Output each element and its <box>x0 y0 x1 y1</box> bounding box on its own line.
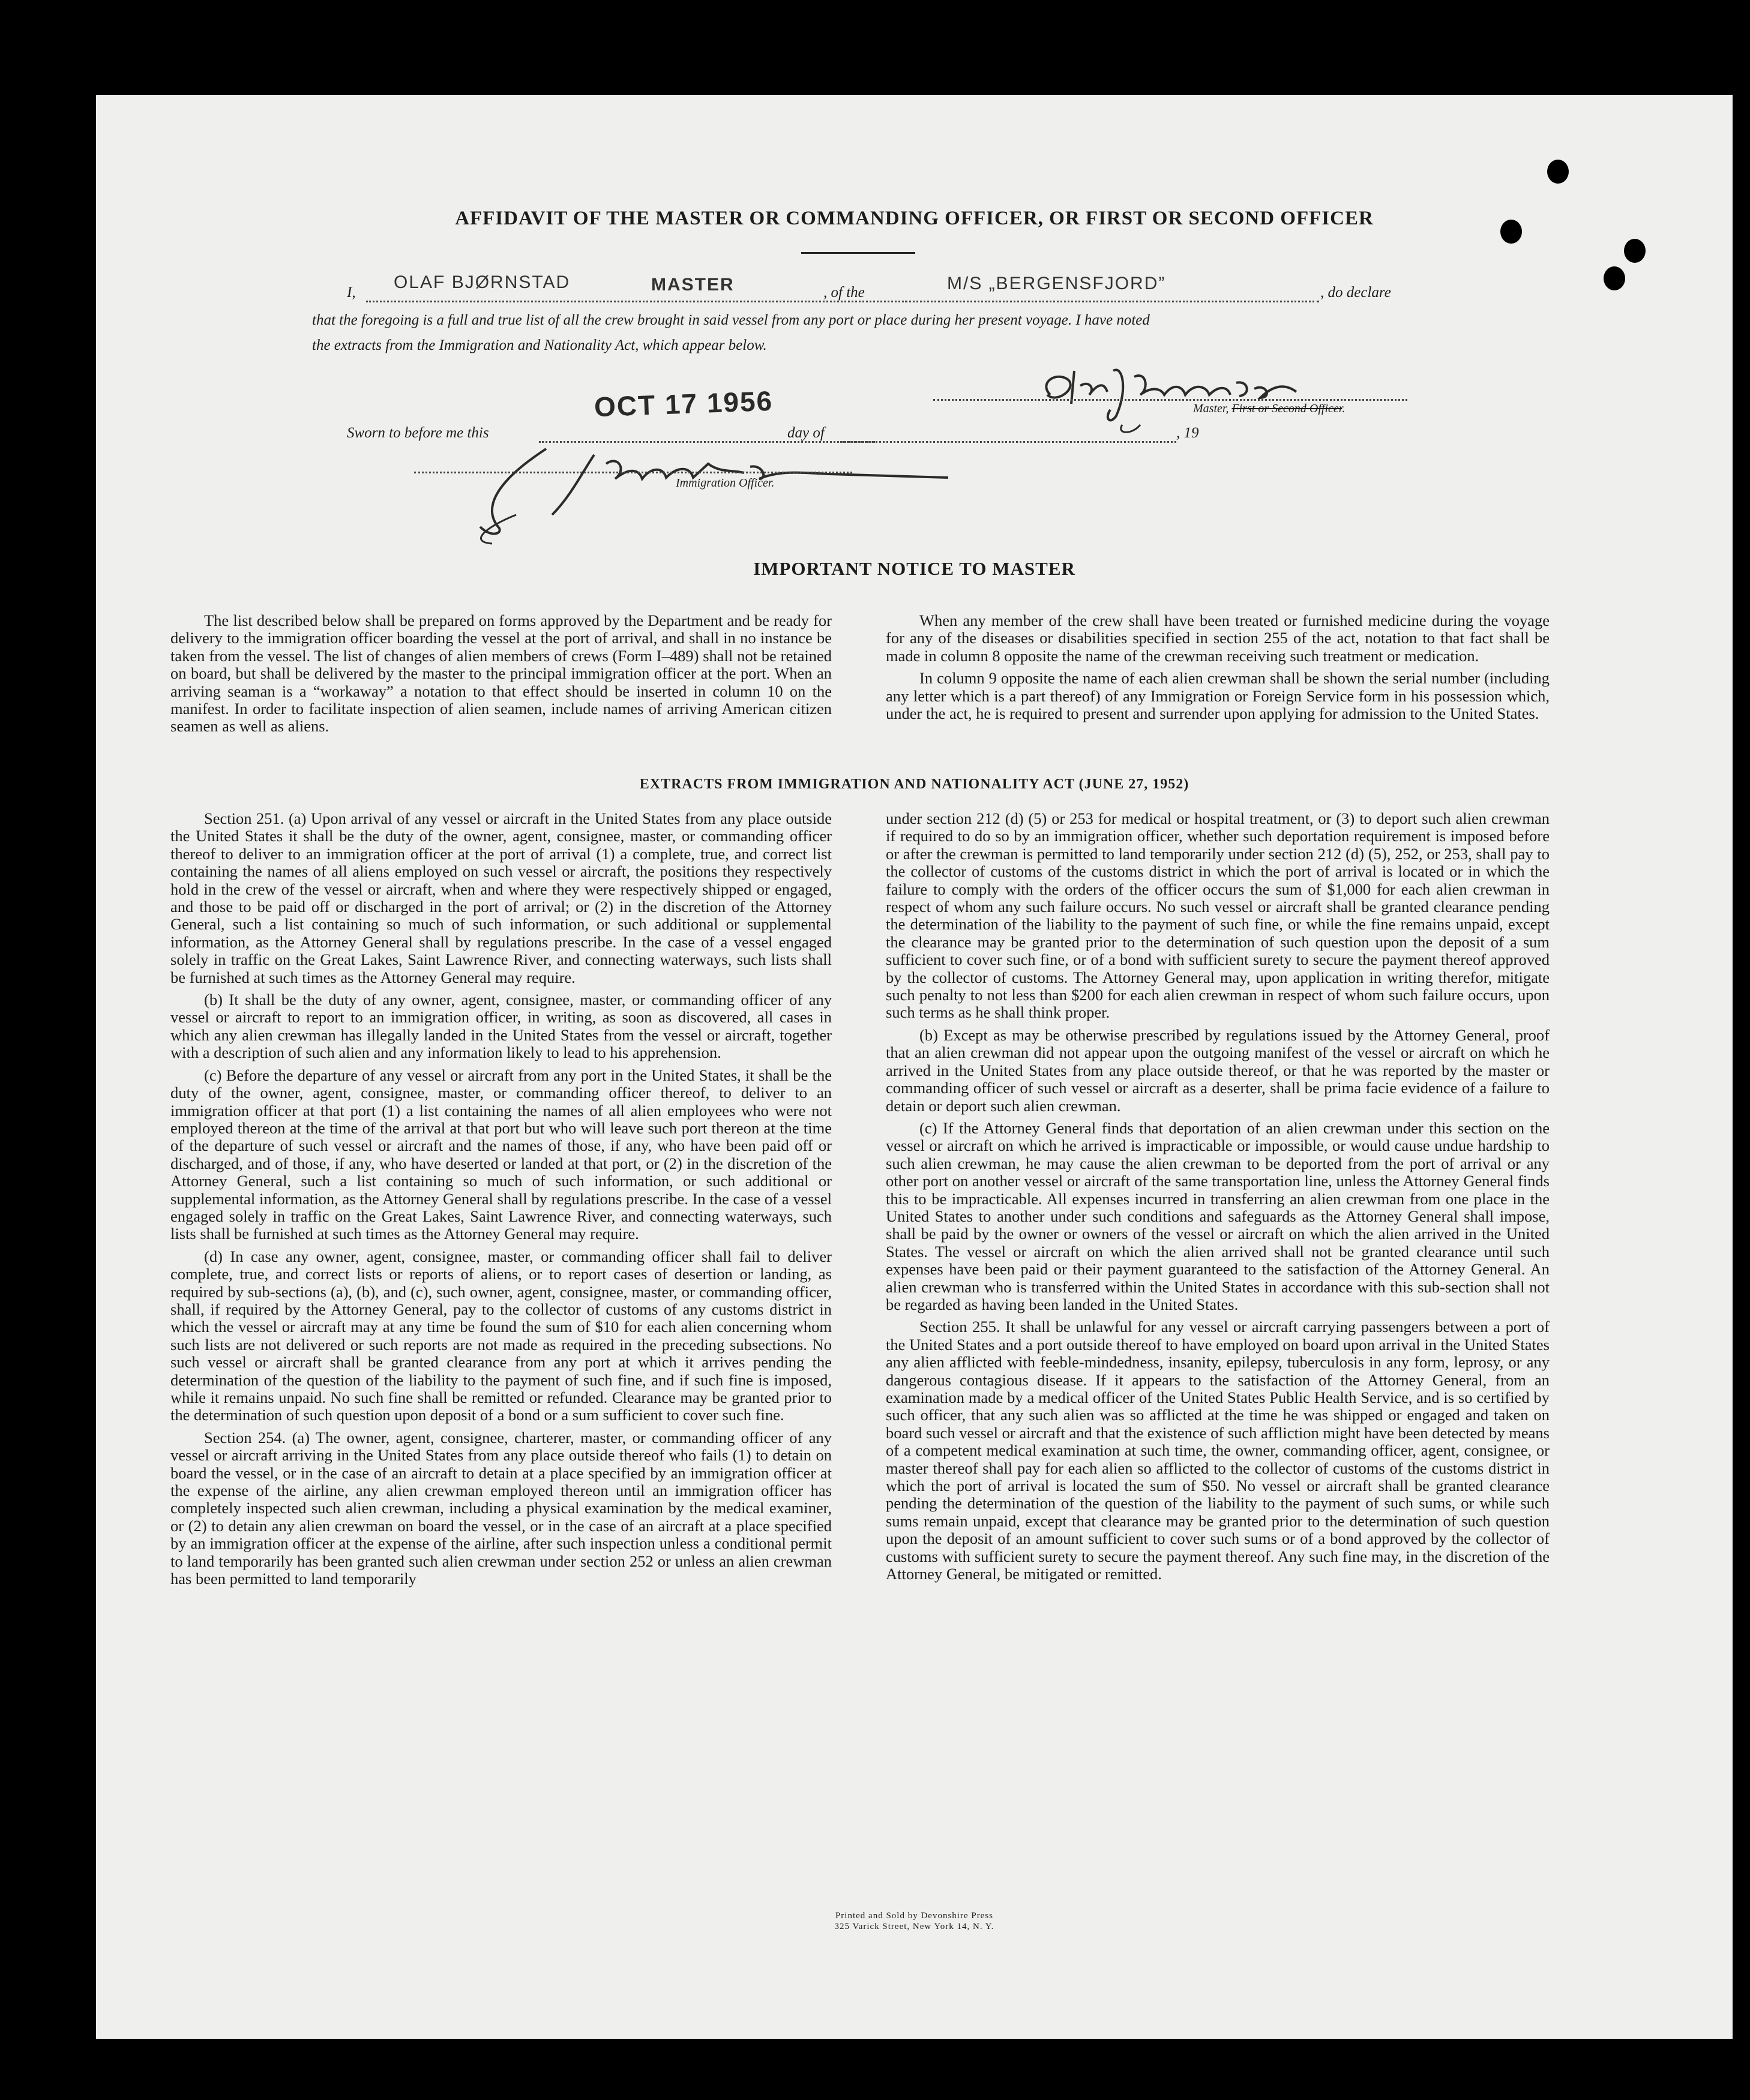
imprint-line-1: Printed and Sold by Devonshire Press <box>835 1911 994 1921</box>
officer-rank: MASTER <box>651 275 735 295</box>
master-caption <box>1193 402 1345 416</box>
punch-hole <box>1624 239 1646 263</box>
extract-paragraph: (b) Except as may be otherwise prescribed by regulations issued by the Attorney General, proof that an alien crewman did not appear upon the outgoing manifest of the vessel or aircraft on which he arrived in the United States from any place outside thereof, or that he was reported by the master or commanding officer of such vessel or aircraft as a deserter, shall be prima facie evidence of a failure to detain or deport such alien crewman. <box>886 1025 1550 1115</box>
extracts-title: EXTRACTS FROM IMMIGRATION AND NATIONALITY ACT (JUNE 27, 1952) <box>639 776 1189 792</box>
immigration-officer-caption: Immigration Officer. <box>676 476 775 490</box>
date-stamp: OCT 17 1956 <box>594 385 774 423</box>
title-underline <box>801 252 915 254</box>
declaration-line-3: the extracts from the Immigration and Nationality Act, which appear below. <box>312 337 767 353</box>
punch-hole <box>1547 160 1569 184</box>
imprint-line-2: 325 Varick Street, New York 14, N. Y. <box>834 1922 994 1931</box>
notice-title: IMPORTANT NOTICE TO MASTER <box>753 558 1075 579</box>
master-signature <box>1032 359 1368 437</box>
vessel-field-line <box>905 301 1319 302</box>
do-declare-label: , do declare <box>1320 284 1391 301</box>
of-the-label: , of the <box>823 284 865 301</box>
declaration-prefix: I, <box>347 284 356 301</box>
year-prefix: , 19 <box>1176 425 1199 441</box>
extract-paragraph: (d) In case any owner, agent, consignee, master, or commanding officer shall fail to deliver complete, true, and correct lists or reports of aliens, or to report cases of desertion or landing, as required by sub-sections (a), (b), and (c), such owner, agent, consignee, master, or commanding officer, shall, if required by the Attorney General, pay to the collector of customs of any customs district in which the vessel or aircraft may at any time be found the sum of $10 for each alien concerning whom such lists are not delivered or such reports are not made as required in the preceding subsections. No such vessel or aircraft shall be granted clearance from any port at which it arrives pending the determination of the question of the liability to the payment of such fine, and if such fine is imposed, while it remains unpaid. No such fine shall be remitted or refunded. Clearance may be granted prior to the determination of such question upon deposit of a bond or a sum sufficient to cover such fine. <box>170 1247 832 1424</box>
master-signature-line <box>933 399 1407 401</box>
sworn-label: Sworn to before me this <box>347 425 489 441</box>
extract-paragraph: Section 254. (a) The owner, agent, consignee, charterer, master, or commanding officer of any vessel or aircraft arriving in the United States from any place outside thereof who fails (1) to detain on board the vessel, or in the case of an aircraft to detain at a place specified by an immigration officer at the expense of the airline, any alien crewman employed thereon until an immigration officer has completely inspected such alien crewman, including a physical examination by the medical examiner, or (2) to detain any alien crewman on board the vessel, or in the case of an aircraft at a place specified by an immigration officer at the expense of the airline, after such inspection unless a conditional permit to land temporarily has been granted such alien crewman under section 252 or unless an alien crewman has been permitted to land temporarily <box>170 1428 832 1588</box>
extracts-left-column <box>170 810 832 1588</box>
printer-imprint <box>96 1910 1733 1932</box>
vessel-name: M/S „BERGENSFJORD” <box>947 274 1166 293</box>
notice-right-column <box>886 612 1550 722</box>
declaration-line-2: that the foregoing is a full and true list of all the crew brought in said vessel from any port or place during her present voyage. I have noted <box>312 312 1150 328</box>
extracts-right-column <box>886 810 1550 1583</box>
extract-paragraph: (c) If the Attorney General finds that deportation of an alien crewman under this section on the vessel or aircraft on which he arrived is impracticable or impossible, or would cause undue hardship to such alien crewman, he may cause the alien crewman to be deported from the port of arrival or any other port on another vessel or aircraft of the same transportation line, unless the Attorney General finds this to be impracticable. All expenses incurred in transferring an alien crewman from one place in the United States to another under such conditions and safeguards as the Attorney General shall impose, shall be paid by the owner or owners of the vessel or aircraft on which the alien arrived in the United States. The vessel or aircraft on which the alien arrived shall not be granted clearance until such expenses have been paid or their payment guaranteed to the satisfaction of the Attorney General. An alien crewman who is transferred within the United States in accordance with this sub-section shall not be regarded as having been landed in the United States. <box>886 1118 1550 1313</box>
notice-left-paragraph: The list described below shall be prepared on forms approved by the Department and be ready for delivery to the immigration officer boarding the vessel at the port of arrival, and shall in no instance be taken from the vessel. The list of changes of alien members of crews (Form I–489) shall not be retained on board, but shall be delivered by the master to the principal immigration officer at the port. When an arriving seaman is a “workaway” a notation to that effect should be inserted in column 10 on the manifest. In order to facilitate inspection of alien seamen, include names of arriving American citizen seamen as well as aliens. <box>170 611 832 736</box>
form-title: AFFIDAVIT OF THE MASTER OR COMMANDING OFFICER, OR FIRST OR SECOND OFFICER <box>455 208 1374 229</box>
officer-name: OLAF BJØRNSTAD <box>394 272 571 292</box>
master-caption-struck: First or Second Officer <box>1231 402 1343 415</box>
notice-right-paragraph-1: When any member of the crew shall have been treated or furnished medicine during the voyage for any of the diseases or disabilities specified in section 255 of the act, notation to that fact shall be made in column 8 opposite the name of the crewman receiving such treatment or medication. <box>886 611 1550 665</box>
extract-paragraph: Section 251. (a) Upon arrival of any vessel or aircraft in the United States from any place outside the United States it shall be the duty of the owner, agent, consignee, master, or commanding officer thereof to deliver to an immigration officer at the port of arrival (1) a complete, true, and correct list containing the names of all aliens employed on such vessel or aircraft, the positions they respectively hold in the crew of the vessel or aircraft, when and where they were respectively shipped or engaged, and those to be paid off or discharged in the port of arrival; or (2) in the discretion of the Attorney General, such a list containing so much of such information, or such additional or supplemental information, as the Attorney General shall by regulations prescribe. In the case of a vessel engaged solely in traffic on the Great Lakes, Saint Lawrence River, and connecting waterways, such lists shall be furnished at such times as the Attorney General may require. <box>170 809 832 986</box>
day-of-label: day of <box>787 425 825 441</box>
immigration-officer-line <box>414 472 852 473</box>
punch-hole <box>1604 266 1625 290</box>
extract-paragraph: Section 255. It shall be unlawful for any vessel or aircraft carrying passengers between a port of the United States and a port outside thereof to have employed on board upon arrival in the United States any alien afflicted with feeble-mindedness, insanity, epilepsy, tuberculosis in any form, leprosy, or any dangerous contagious disease. If it appears to the satisfaction of the Attorney General, from an examination made by a medical officer of the United States Public Health Service, and is so certified by such officer, that any such alien was so afflicted at the time he was shipped or engaged and taken on board such vessel or aircraft and that the existence of such affliction might have been detected by means of a competent medical examination at such time, the owner, commanding officer, agent, consignee, or master thereof shall pay for each alien so afflicted to the collector of customs of the customs district in which the port of arrival is located the sum of $50. No vessel or aircraft shall be granted clearance pending the determination of the question of the liability to the payment of such sums, or while such sums remain unpaid, except that clearance may be granted prior to the determination of such question upon the deposit of an amount sufficient to cover such sums or of a bond approved by the collector of customs with sufficient surety to secure the payment thereof. Any such fine may, in the discretion of the Attorney General, be mitigated or remitted. <box>886 1318 1550 1583</box>
extract-paragraph: under section 212 (d) (5) or 253 for medical or hospital treatment, or (3) to deport such alien crewman if required to do so by an immigration officer, whether such deportation requirement is imposed before or after the crewman is permitted to land temporarily under section 212 (d) (5), 252, or 253, shall pay to the collector of customs of the customs district in which the port of arrival is located or in which the failure to comply with the orders of the officer occurs the sum of $1,000 for each alien crewman in respect of whom any such failure occurs. No such vessel or aircraft shall be granted clearance pending the determination of the liability to the payment of such fine, or while the fine remains unpaid, except the clearance may be granted prior to the determination of such question upon the deposit of a sum sufficient to cover such fine, or of a bond with sufficient surety to secure the payment thereof approved by the collector of customs. The Attorney General may, upon application in writing therefor, mitigate such penalty to not less than $200 for each alien crewman in respect of whom such failure occurs, upon such terms as he shall think proper. <box>886 809 1550 1022</box>
notice-left-column <box>170 612 832 736</box>
extract-paragraph: (b) It shall be the duty of any owner, agent, consignee, master, or commanding officer of any vessel or aircraft to report to an immigration officer, in writing, as soon as discovered, all cases in which any alien crewman has illegally landed in the United States from the vessel or aircraft, together with a description of such alien and any information likely to lead to his apprehension. <box>170 991 832 1062</box>
master-caption-end: . <box>1342 402 1346 415</box>
notice-right-paragraph-2: In column 9 opposite the name of each alien crewman shall be shown the serial number (including any letter which is a part thereof) of any Immigration or Foreign Service form in his possession which, under the act, he is required to present and surrender upon applying for admission to the United States. <box>886 669 1550 723</box>
master-caption-prefix: Master, <box>1193 402 1229 415</box>
form-page <box>96 95 1733 2039</box>
immigration-officer-signature <box>396 437 1044 545</box>
extract-paragraph: (c) Before the departure of any vessel or aircraft from any port in the United States, it shall be the duty of the owner, agent, consignee, master, or commanding officer thereof, to deliver to an immigration officer at that port (1) a list containing the names of all alien employees who were not employed thereon at the time of the arrival at that port but who will leave such port thereon at the time of the departure of such vessel or aircraft and the names of those, if any, who have been paid off or discharged, and of those, if any, who have deserted or landed at that port, or (2) in the discretion of the Attorney General, such a list containing so much of such information, or such additional or supplemental information, as the Attorney General shall by regulations prescribe. In the case of a vessel engaged solely in traffic on the Great Lakes, Saint Lawrence River, and connecting waterways, such lists shall be furnished at such times as the Attorney General may require. <box>170 1066 832 1243</box>
